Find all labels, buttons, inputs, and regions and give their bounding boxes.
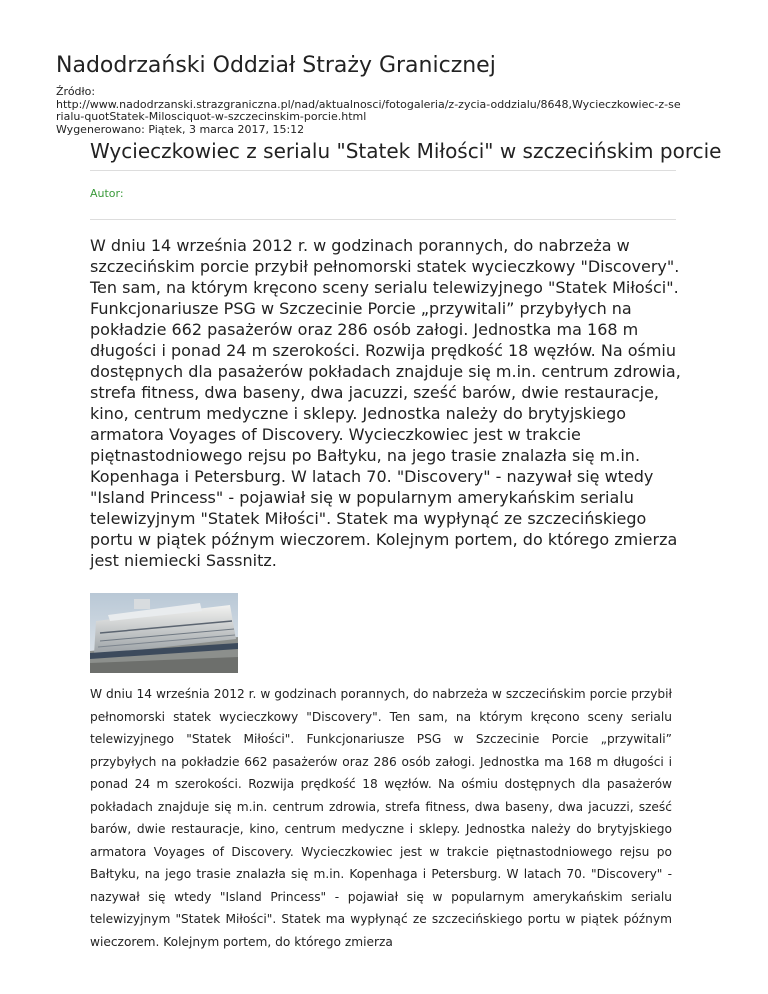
ship-photo[interactable] [90,593,238,673]
article-lead: W dniu 14 września 2012 r. w godzinach porannych, do nabrzeża w szczecińskim porcie przybił pełnomorski statek wycieczkowy "Discovery". Ten sam, na którym kręcono sceny serialu telewizyjnego "Statek Miłości". Funkcjonariusze PSG w Szczecinie Porcie „przywitali” przybyłych na pokładzie 662 pasażerów oraz 286 osób załogi. Jednostka ma 168 m długości i ponad 24 m szerokości. Rozwija prędkość 18 węzłów. Na ośmiu dostępnych dla pasażerów pokładach znajduje się m.in. centrum zdrowia, strefa fitness, dwa baseny, dwa jacuzzi, sześć barów, dwie restauracje, kino, centrum medyczne i sklepy. Jednostka należy do brytyjskiego armatora Voyages of Discovery. Wycieczkowiec jest w trakcie piętnastodniowego rejsu po Bałtyku, na jego trasie znalazła się m.in. Kopenhaga i Petersburg. W latach 70. "Discovery" - nazywał się wtedy "Island Princess" - pojawiał się w popularnym amerykańskim serialu telewizyjnym "Statek Miłości". Statek ma wypłynąć ze szczecińskiego portu w piątek późnym wieczorem. Kolejnym portem, do którego zmierza jest niemiecki Sassnitz. [90,236,681,570]
generated-timestamp: Wygenerowano: Piątek, 3 marca 2017, 15:12 [56,122,305,136]
source-label: Źródło: [56,85,96,98]
site-title: Nadodrzański Oddział Straży Granicznej [56,53,496,78]
author-label: Autor: [90,187,124,200]
article-title: Wycieczkowiec z serialu "Statek Miłości" w szczecińskim porcie [90,139,722,163]
article-body: W dniu 14 września 2012 r. w godzinach porannych, do nabrzeża w szczecińskim porcie przybił pełnomorski statek wycieczkowy "Discovery". Ten sam, na którym kręcono sceny serialu telewizyjnego "Statek Miłości". Funkcjonariusze PSG w Szczecinie Porcie „przywitali” przybyłych na pokładzie 662 pasażerów oraz 286 osób załogi. Jednostka ma 168 m długości i ponad 24 m szerokości. Rozwija prędkość 18 węzłów. Na ośmiu dostępnych dla pasażerów pokładach znajduje się m.in. centrum zdrowia, strefa fitness, dwa baseny, dwa jacuzzi, sześć barów, dwie restauracje, kino, centrum medyczne i sklepy. Jednostka należy do brytyjskiego armatora Voyages of Discovery. Wycieczkowiec jest w trakcie piętnastodniowego rejsu po Bałtyku, na jego trasie znalazła się m.in. Kopenhaga i Petersburg. W latach 70. "Discovery" - nazywał się wtedy "Island Princess" - pojawiał się w popularnym amerykańskim serialu telewizyjnym "Statek Miłości". Statek ma wypłynąć ze szczecińskiego portu w piątek późnym wieczorem. Kolejnym portem, do którego zmierza [90,687,672,949]
article [90,138,722,673]
source-meta [56,86,716,136]
ship-photo-image [90,593,238,673]
source-url-line-2[interactable]: rialu-quotStatek-Milosciquot-w-szczecinskim-porcie.html [56,110,367,123]
author-divider [90,219,676,220]
source-url-line-1[interactable]: http://www.nadodrzanski.strazgraniczna.pl/nad/aktualnosci/fotogaleria/z-zycia-oddzialu/8648,Wycieczkowiec-z-se [56,97,681,111]
title-divider [90,170,676,171]
